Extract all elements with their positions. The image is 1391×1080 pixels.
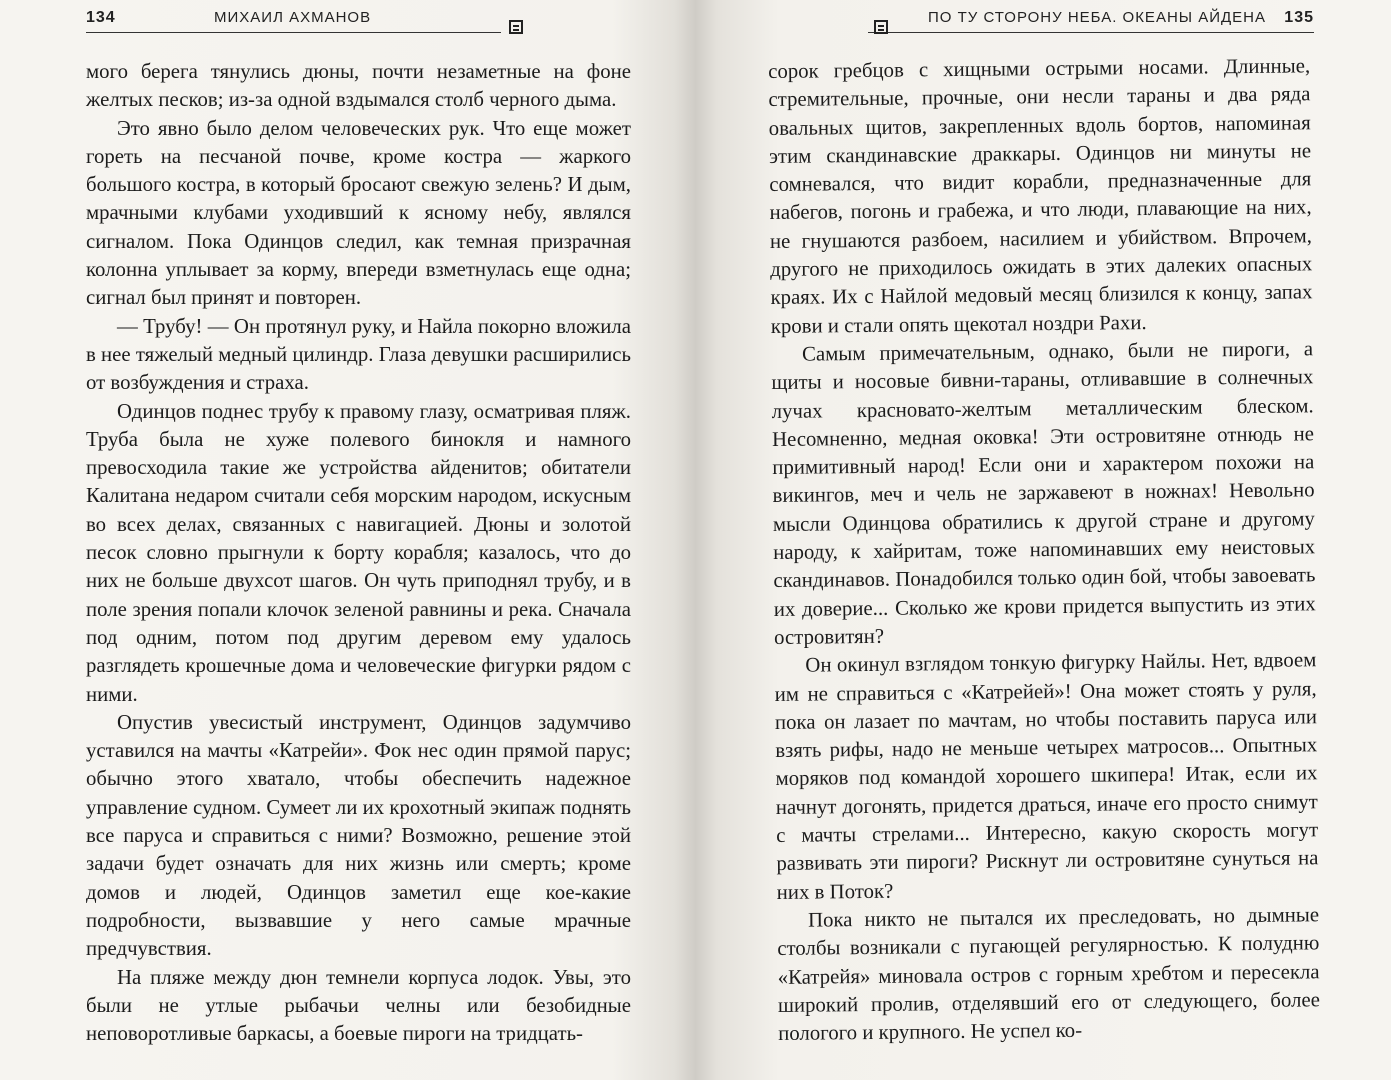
paragraph: сорок гребцов с хищными острыми носами. Длинные, стремительные, прочные, они несли тараны и два ряда овальных щитов, закрепленных вдоль бортов, напоминая этим скандинавские драккары. Одинцов ни минуты не сомневался, что видит корабли, предназначенные для набегов, погонь и грабежа, и что люди, плавающие на них, не гнушаются разбоем, насилием и убийством. Впрочем, другого не приходилось ожидать в этих далеких опасных краях. Их с Найлой медовый месяц близился к концу, запах крови и стали опять щекотал ноздри Рахи.: [768, 54, 1313, 338]
left-running-head: [86, 6, 501, 33]
right-running-head: [868, 6, 1314, 33]
paragraph: мого берега тянулись дюны, почти незаметные на фоне желтых песков; из-за одной вздымался столб черного дыма.: [86, 60, 631, 112]
left-page-number: 134: [86, 9, 116, 26]
paragraph: Одинцов поднес трубу к правому глазу, осматривая пляж. Труба была не хуже полевого бинокля и намного превосходила такие же устройства айденитов; обитатели Калитана недаром считали себя морским народом, искусным во всех делах, связанных с навигацией. Дюны и золотой песок словно прыгнули к борту корабля; казалось, что до них не больше двухсот шагов. Он чуть приподнял трубу, и в поле зрения попали клочок зеленой равнины и река. Сначала под одним, потом под другим деревом ему удалось разглядеть крошечные дома и человеческие фигурки рядом с ними.: [86, 399, 631, 706]
ornament-icon: [509, 20, 523, 34]
paragraph: На пляже между дюн темнели корпуса лодок. Увы, это были не утлые рыбачьи челны или безобидные неповоротливые баркасы, а боевые пироги на тридцать-: [86, 965, 631, 1046]
right-page: [700, 0, 1391, 1080]
left-page-text: [86, 58, 631, 1048]
paragraph: Он окинул взглядом тонкую фигурку Найлы. Нет, вдвоем им не справиться с «Катрейей»! Она может стоять у руля, пока он лазает по мачтам, но чтобы поставить паруса или взять рифы, надо не меньше четырех матросов... Опытных моряков под командой хорошего шкипера! Итак, если их начнут догонять, придется драться, иначе его просто снимут с мачты стрелами... Интересно, какую скорость могут развивать эти пироги? Рискнут ли островитяне сунуться на них в Поток?: [774, 648, 1319, 904]
left-page: [0, 0, 690, 1080]
paragraph: — Трубу! — Он протянул руку, и Найла покорно вложила в нее тяжелый медный цилиндр. Глаза девушки расширились от возбуждения и страха.: [86, 314, 631, 395]
right-page-text: [768, 52, 1320, 1048]
left-running-head-title: МИХАИЛ АХМАНОВ: [214, 9, 372, 26]
paragraph: Пока никто не пытался их преследовать, но дымные столбы возникали с пугающей регулярностью. К полудню «Катрейя» миновала остров с горным хребтом и пересекла широкий пролив, отделявший его от следующего, более пологого и крупного. Не успел ко-: [777, 903, 1321, 1046]
paragraph: Опустив увесистый инструмент, Одинцов задумчиво уставился на мачты «Катрейи». Фок нес один прямой парус; обычно этого хватало, чтобы обеспечить надежное управление судном. Сумеет ли их крохотный экипаж поднять все паруса и справиться с ними? Возможно, решение этой задачи будет означать для них жизнь или смерть; кроме домов и людей, Одинцов заметил еще кое-какие подробности, вызвавшие у него самые мрачные предчувствия.: [86, 710, 631, 961]
right-running-head-title: ПО ТУ СТОРОНУ НЕБА. ОКЕАНЫ АЙДЕНА: [928, 9, 1267, 26]
paragraph: Самым примечательным, однако, были не пироги, а щиты и носовые бивни-тараны, отливавшие в солнечных лучах красновато-желтым металлическим блеском. Несомненно, медная оковка! Эти островитяне отнюдь не примитивный народ! Если они и характером похожи на викингов, меч и чель не заржавеют в ножнах! Невольно мысли Одинцова обратились к другой стране и другому народу, к хайритам, тоже напоминавших ему неистовых скандинавов. Понадобился только один бой, чтобы завоевать их доверие... Сколько же крови придется выпустить из этих островитян?: [771, 337, 1316, 649]
right-page-number: 135: [1284, 9, 1314, 26]
paragraph: Это явно было делом человеческих рук. Что еще может гореть на песчаной почве, кроме костра — жаркого большого костра, в который бросают свежую зелень? И дым, мрачными клубами уходивший к ясному небу, являлся сигналом. Пока Одинцов следил, как темная призрачная колонна уплывает за корму, впереди взметнулась еще одна; сигнал был принят и повторен.: [86, 116, 631, 310]
ornament-icon: [874, 20, 888, 34]
